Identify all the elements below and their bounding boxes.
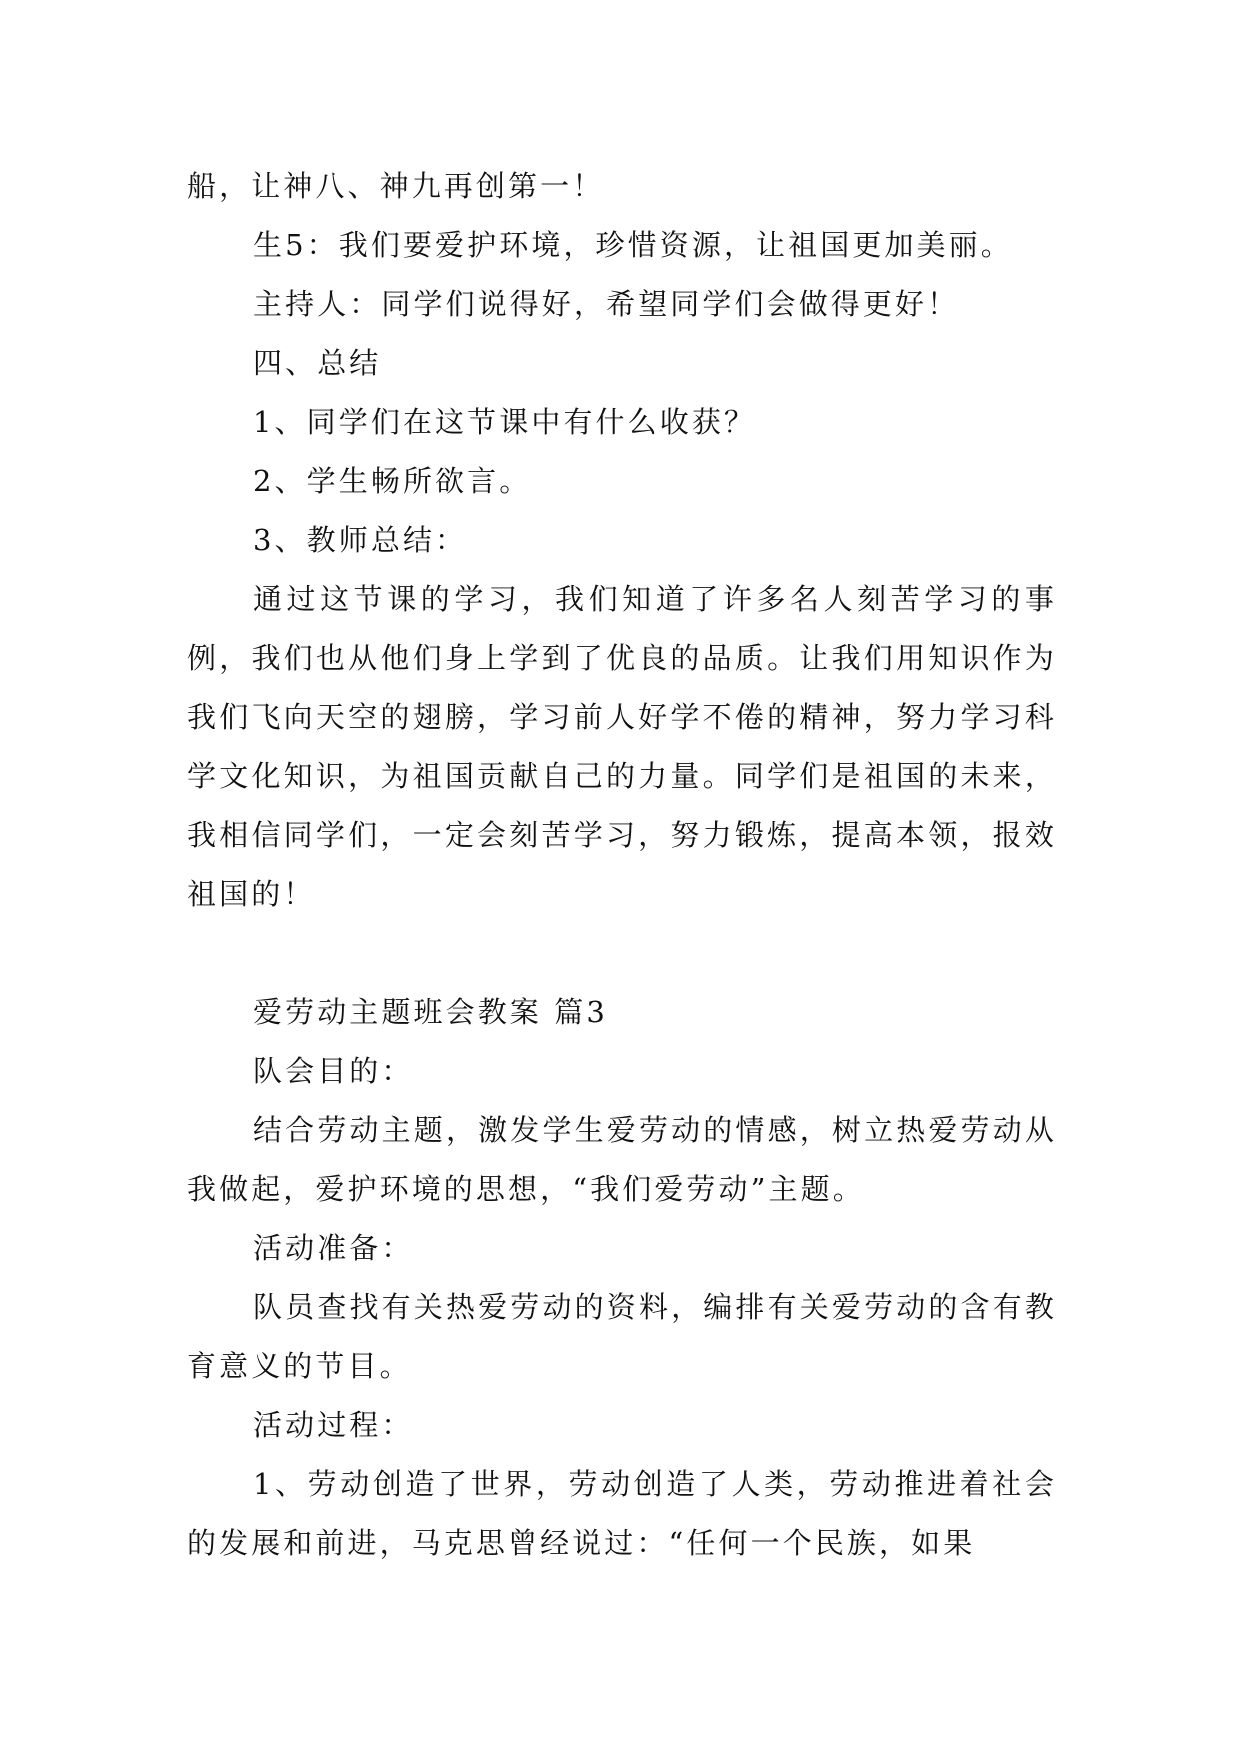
list-item: 1、同学们在这节课中有什么收获？ [253, 405, 757, 439]
list-item: 3、教师总结： [253, 523, 468, 557]
paragraph: 1、劳动创造了世界，劳动创造了人类，劳动推进着社会的发展和前进，马克思曾经说过：“任何一个民族，如果 [187, 1467, 1057, 1560]
paragraph: 队员查找有关热爱劳动的资料，编排有关爱劳动的含有教育意义的节目。 [187, 1290, 1057, 1383]
paragraph: 船，让神八、神九再创第一！ [187, 169, 605, 203]
document-body [187, 157, 1057, 1573]
section-heading: 活动过程： [253, 1408, 414, 1442]
paragraph: 结合劳动主题，激发学生爱劳动的情感，树立热爱劳动从我做起，爱护环境的思想，“我们爱劳动”主题。 [187, 1113, 1057, 1206]
paragraph: 生5：我们要爱护环境，珍惜资源，让祖国更加美丽。 [253, 228, 1013, 262]
article-title: 爱劳动主题班会教案 篇3 [253, 995, 608, 1029]
section-heading: 四、总结 [253, 346, 382, 380]
paragraph: 通过这节课的学习，我们知道了许多名人刻苦学习的事例，我们也从他们身上学到了优良的品质。让我们用知识作为我们飞向天空的翅膀，学习前人好学不倦的精神，努力学习科学文化知识，为祖国贡献自己的力量。同学们是祖国的未来，我相信同学们，一定会刻苦学习，努力锻炼，提高本领，报效祖国的！ [187, 582, 1057, 911]
paragraph: 主持人：同学们说得好，希望同学们会做得更好！ [253, 287, 960, 321]
section-heading: 活动准备： [253, 1231, 414, 1265]
paragraph-gap [187, 924, 1057, 983]
list-item: 2、学生畅所欲言。 [253, 464, 532, 498]
section-heading: 队会目的： [253, 1054, 414, 1088]
